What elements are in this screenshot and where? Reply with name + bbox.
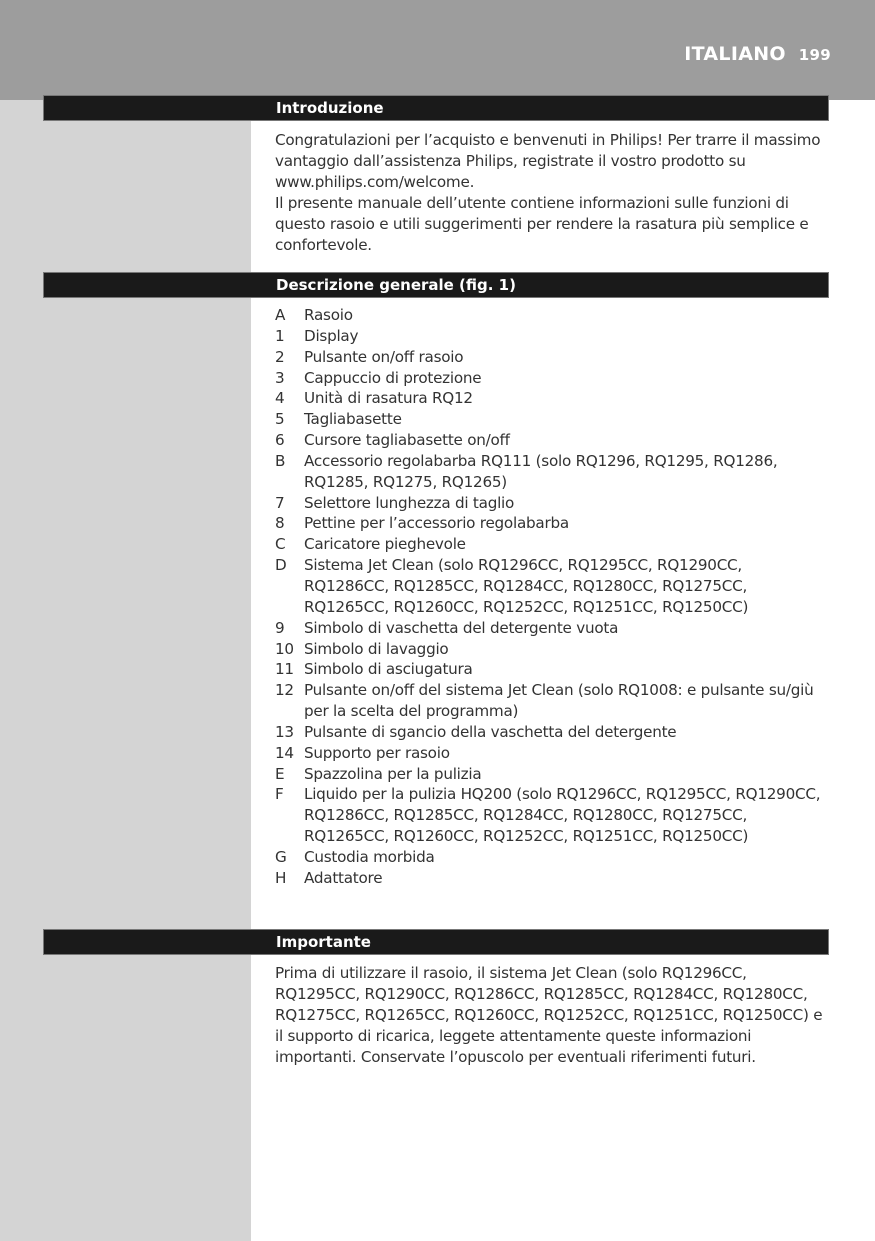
- item-text: Selettore lunghezza di taglio: [304, 493, 515, 512]
- item-text: Simbolo di asciugatura: [304, 660, 473, 679]
- list-item: [275, 451, 823, 493]
- item-key: 11: [275, 660, 294, 679]
- item-key: E: [275, 764, 285, 783]
- section-header-important: [43, 929, 829, 955]
- list-item: [275, 722, 823, 743]
- item-key: 9: [275, 618, 285, 637]
- section-header-description: [43, 272, 829, 298]
- item-text: Rasoio: [304, 306, 353, 324]
- item-key: C: [275, 535, 286, 554]
- section-title: Introduzione: [276, 99, 384, 117]
- language-label: ITALIANO: [684, 43, 786, 65]
- item-text: Accessorio regolabarba RQ111 (solo RQ1296, RQ1295, RQ1286, RQ1285, RQ1275, RQ1265): [304, 451, 778, 491]
- item-key: 13: [275, 722, 294, 741]
- list-item: [275, 764, 823, 785]
- item-key: 3: [275, 368, 285, 387]
- page-header: [684, 43, 831, 65]
- list-item: [275, 326, 823, 347]
- item-text: Pulsante di sgancio della vaschetta del detergente: [304, 722, 677, 741]
- item-text: Pulsante on/off del sistema Jet Clean (solo RQ1008: e pulsante su/giù per la scelta del programma): [304, 681, 814, 721]
- item-text: Unità di rasatura RQ12: [304, 389, 473, 408]
- list-item: [275, 555, 823, 618]
- list-item: [275, 784, 823, 847]
- list-item: [275, 639, 823, 660]
- parts-list: [275, 305, 823, 889]
- item-key: 5: [275, 410, 285, 429]
- item-key: 6: [275, 431, 285, 450]
- list-item: [275, 618, 823, 639]
- item-text: Tagliabasette: [304, 410, 402, 429]
- list-item: [275, 430, 823, 451]
- item-text: Simbolo di lavaggio: [304, 639, 449, 658]
- item-text: Spazzolina per la pulizia: [304, 764, 482, 783]
- item-text: Caricatore pieghevole: [304, 535, 466, 554]
- item-key: 14: [275, 743, 294, 762]
- list-item: [275, 493, 823, 514]
- list-item: [275, 743, 823, 764]
- item-text: Custodia morbida: [304, 847, 435, 866]
- item-text: Adattatore: [304, 868, 383, 887]
- item-key: 4: [275, 389, 285, 408]
- item-key: B: [275, 451, 286, 470]
- item-text: Sistema Jet Clean (solo RQ1296CC, RQ1295CC, RQ1290CC, RQ1286CC, RQ1285CC, RQ1284CC, RQ1280CC, RQ1275CC, RQ1265CC, RQ1260CC, RQ1252CC, RQ1251CC, RQ1250CC): [304, 556, 749, 616]
- list-item: [275, 868, 823, 889]
- list-item: [275, 847, 823, 868]
- item-key: 10: [275, 639, 294, 658]
- item-key: F: [275, 785, 284, 804]
- list-item: [275, 409, 823, 430]
- item-text: Supporto per rasoio: [304, 743, 450, 762]
- list-item: [275, 513, 823, 534]
- list-item: [275, 305, 823, 326]
- list-item: [275, 680, 823, 722]
- item-text: Simbolo di vaschetta del detergente vuota: [304, 618, 619, 637]
- item-text: Pettine per l’accessorio regolabarba: [304, 514, 569, 533]
- item-key: G: [275, 847, 287, 866]
- item-key: H: [275, 868, 287, 887]
- item-text: Cursore tagliabasette on/off: [304, 431, 510, 450]
- intro-text: [275, 130, 823, 256]
- section-title: Importante: [276, 933, 371, 951]
- item-key: 12: [275, 681, 294, 700]
- item-key: 1: [275, 326, 285, 345]
- list-item: [275, 368, 823, 389]
- list-item: [275, 534, 823, 555]
- item-text: Display: [304, 326, 359, 345]
- section-header-intro: [43, 95, 829, 121]
- paragraph: Congratulazioni per l’acquisto e benvenuti in Philips! Per trarre il massimo vantaggio dall’assistenza Philips, registrate il vostro prodotto su www.philips.com/welcome.: [275, 131, 821, 191]
- item-key: D: [275, 556, 287, 575]
- item-key: A: [275, 306, 286, 324]
- paragraph: Prima di utilizzare il rasoio, il sistema Jet Clean (solo RQ1296CC, RQ1295CC, RQ1290CC, RQ1286CC, RQ1285CC, RQ1284CC, RQ1280CC, RQ1275CC, RQ1265CC, RQ1260CC, RQ1252CC, RQ1251CC, RQ1250CC) e il supporto di ricarica, leggete attentamente queste informazioni importanti. Conservate l’opuscolo per eventuali riferimenti futuri.: [275, 964, 823, 1066]
- list-item: [275, 659, 823, 680]
- list-item: [275, 388, 823, 409]
- paragraph: Il presente manuale dell’utente contiene informazioni sulle funzioni di questo rasoio e utili suggerimenti per rendere la rasatura più semplice e confortevole.: [275, 194, 809, 254]
- item-key: 8: [275, 514, 285, 533]
- important-text: [275, 963, 823, 1068]
- page-number: 199: [798, 46, 831, 64]
- section-title: Descrizione generale (fig. 1): [276, 276, 516, 294]
- item-key: 2: [275, 347, 285, 366]
- item-text: Cappuccio di protezione: [304, 368, 482, 387]
- item-text: Liquido per la pulizia HQ200 (solo RQ1296CC, RQ1295CC, RQ1290CC, RQ1286CC, RQ1285CC, RQ1284CC, RQ1280CC, RQ1275CC, RQ1265CC, RQ1260CC, RQ1252CC, RQ1251CC, RQ1250CC): [304, 785, 821, 846]
- item-text: Pulsante on/off rasoio: [304, 347, 464, 366]
- item-key: 7: [275, 493, 285, 512]
- list-item: [275, 347, 823, 368]
